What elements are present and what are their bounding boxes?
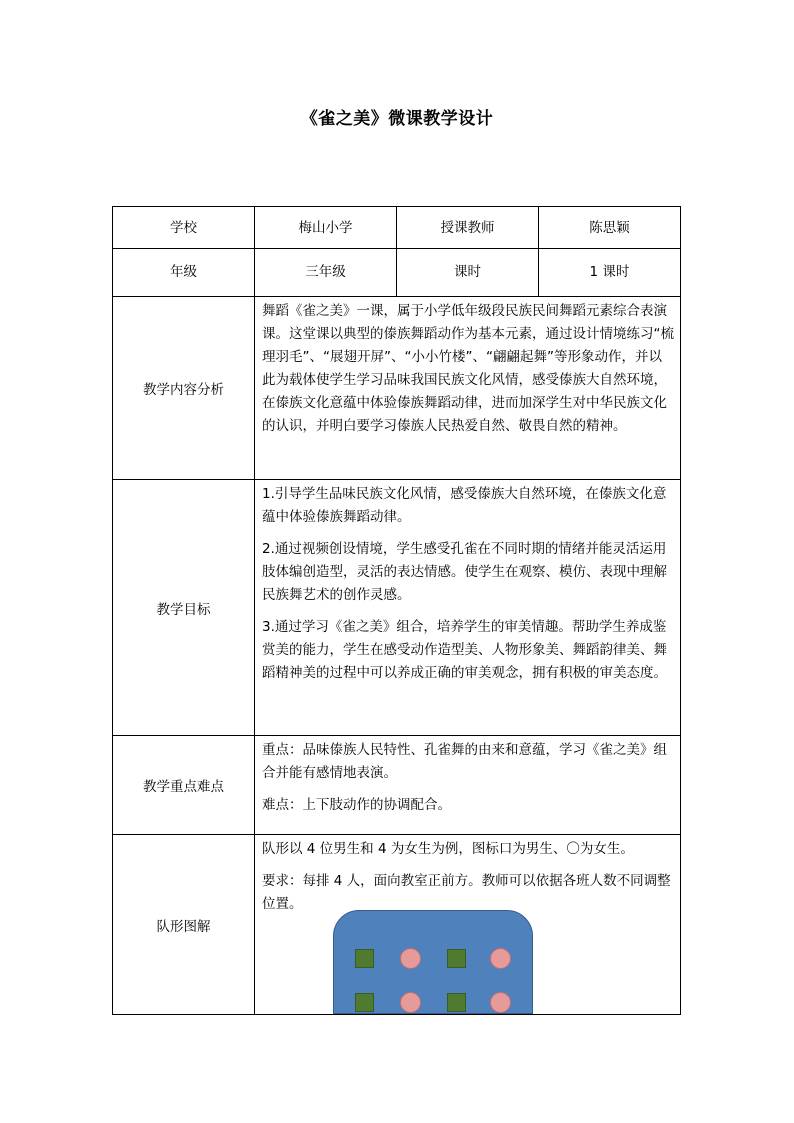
content-analysis-text: 舞蹈《雀之美》一课，属于小学低年级段民族民间舞蹈元素综合表演课。这堂课以典型的傣族舞蹈动作为基本元素，通过设计情境练习“梳理羽毛”、“展翅开屏”、“小小竹楼”、“翩翩起舞”等形象动作，并以此为载体使学生学习品味我国民族文化风情，感受傣族大自然环境，在傣族文化意蕴中体验傣族舞蹈动律，进而加深学生对中华民族文化的认识，并明白要学习傣族人民热爱自然、敬畏自然的精神。: [255, 297, 681, 480]
grade-label: 年级: [113, 249, 255, 297]
objectives-cell: [255, 480, 681, 736]
teacher-value: 陈思颖: [539, 207, 681, 249]
key-point-text: 重点：品味傣族人民特性、孔雀舞的由来和意蕴，学习《雀之美》组合并能有感情地表演。: [262, 742, 667, 781]
boy-square-icon: [355, 993, 374, 1012]
difficulty-text: 难点：上下肢动作的协调配合。: [262, 797, 451, 813]
table-row: [113, 297, 681, 480]
key-points-cell: [255, 736, 681, 835]
girl-circle-icon: [400, 992, 421, 1013]
table-row: [113, 835, 681, 1015]
objective-item: 2.通过视频创设情境，学生感受孔雀在不同时期的情绪并能灵活运用肢体编创造型，灵活的表达情感。使学生在观察、模仿、表现中理解民族舞艺术的创作灵感。: [262, 541, 667, 603]
key-points-label: 教学重点难点: [113, 736, 255, 835]
objectives-label: 教学目标: [113, 480, 255, 736]
objective-item: 3.通过学习《雀之美》组合，培养学生的审美情趣。帮助学生养成鉴赏美的能力，学生在感受动作造型美、人物形象美、舞蹈韵律美、舞蹈精神美的过程中可以养成正确的审美观念，拥有积极的审美态度。: [262, 619, 667, 681]
boy-square-icon: [355, 949, 374, 968]
school-label: 学校: [113, 207, 255, 249]
period-value: 1 课时: [539, 249, 681, 297]
teacher-label: 授课教师: [397, 207, 539, 249]
boy-square-icon: [447, 949, 466, 968]
girl-circle-icon: [490, 948, 511, 969]
girl-circle-icon: [490, 992, 511, 1013]
lesson-plan-table: [112, 206, 681, 1015]
objective-item: 1.引导学生品味民族文化风情，感受傣族大自然环境，在傣族文化意蕴中体验傣族舞蹈动律。: [262, 486, 667, 525]
formation-diagram: [333, 910, 533, 1014]
formation-description: 队形以 4 位男生和 4 为女生为例，图标口为男生、〇为女生。: [262, 841, 634, 857]
boy-square-icon: [447, 993, 466, 1012]
table-row: [113, 736, 681, 835]
content-analysis-label: 教学内容分析: [113, 297, 255, 480]
period-label: 课时: [397, 249, 539, 297]
formation-label: 队形图解: [113, 835, 255, 1015]
school-value: 梅山小学: [255, 207, 397, 249]
girl-circle-icon: [400, 948, 421, 969]
table-row: [113, 249, 681, 297]
document-title: 《雀之美》微课教学设计: [300, 109, 494, 129]
grade-value: 三年级: [255, 249, 397, 297]
formation-requirement: 要求：每排 4 人，面向教室正前方。教师可以依据各班人数不同调整位置。: [262, 873, 671, 912]
table-row: [113, 207, 681, 249]
table-row: [113, 480, 681, 736]
formation-cell: [255, 835, 681, 1015]
